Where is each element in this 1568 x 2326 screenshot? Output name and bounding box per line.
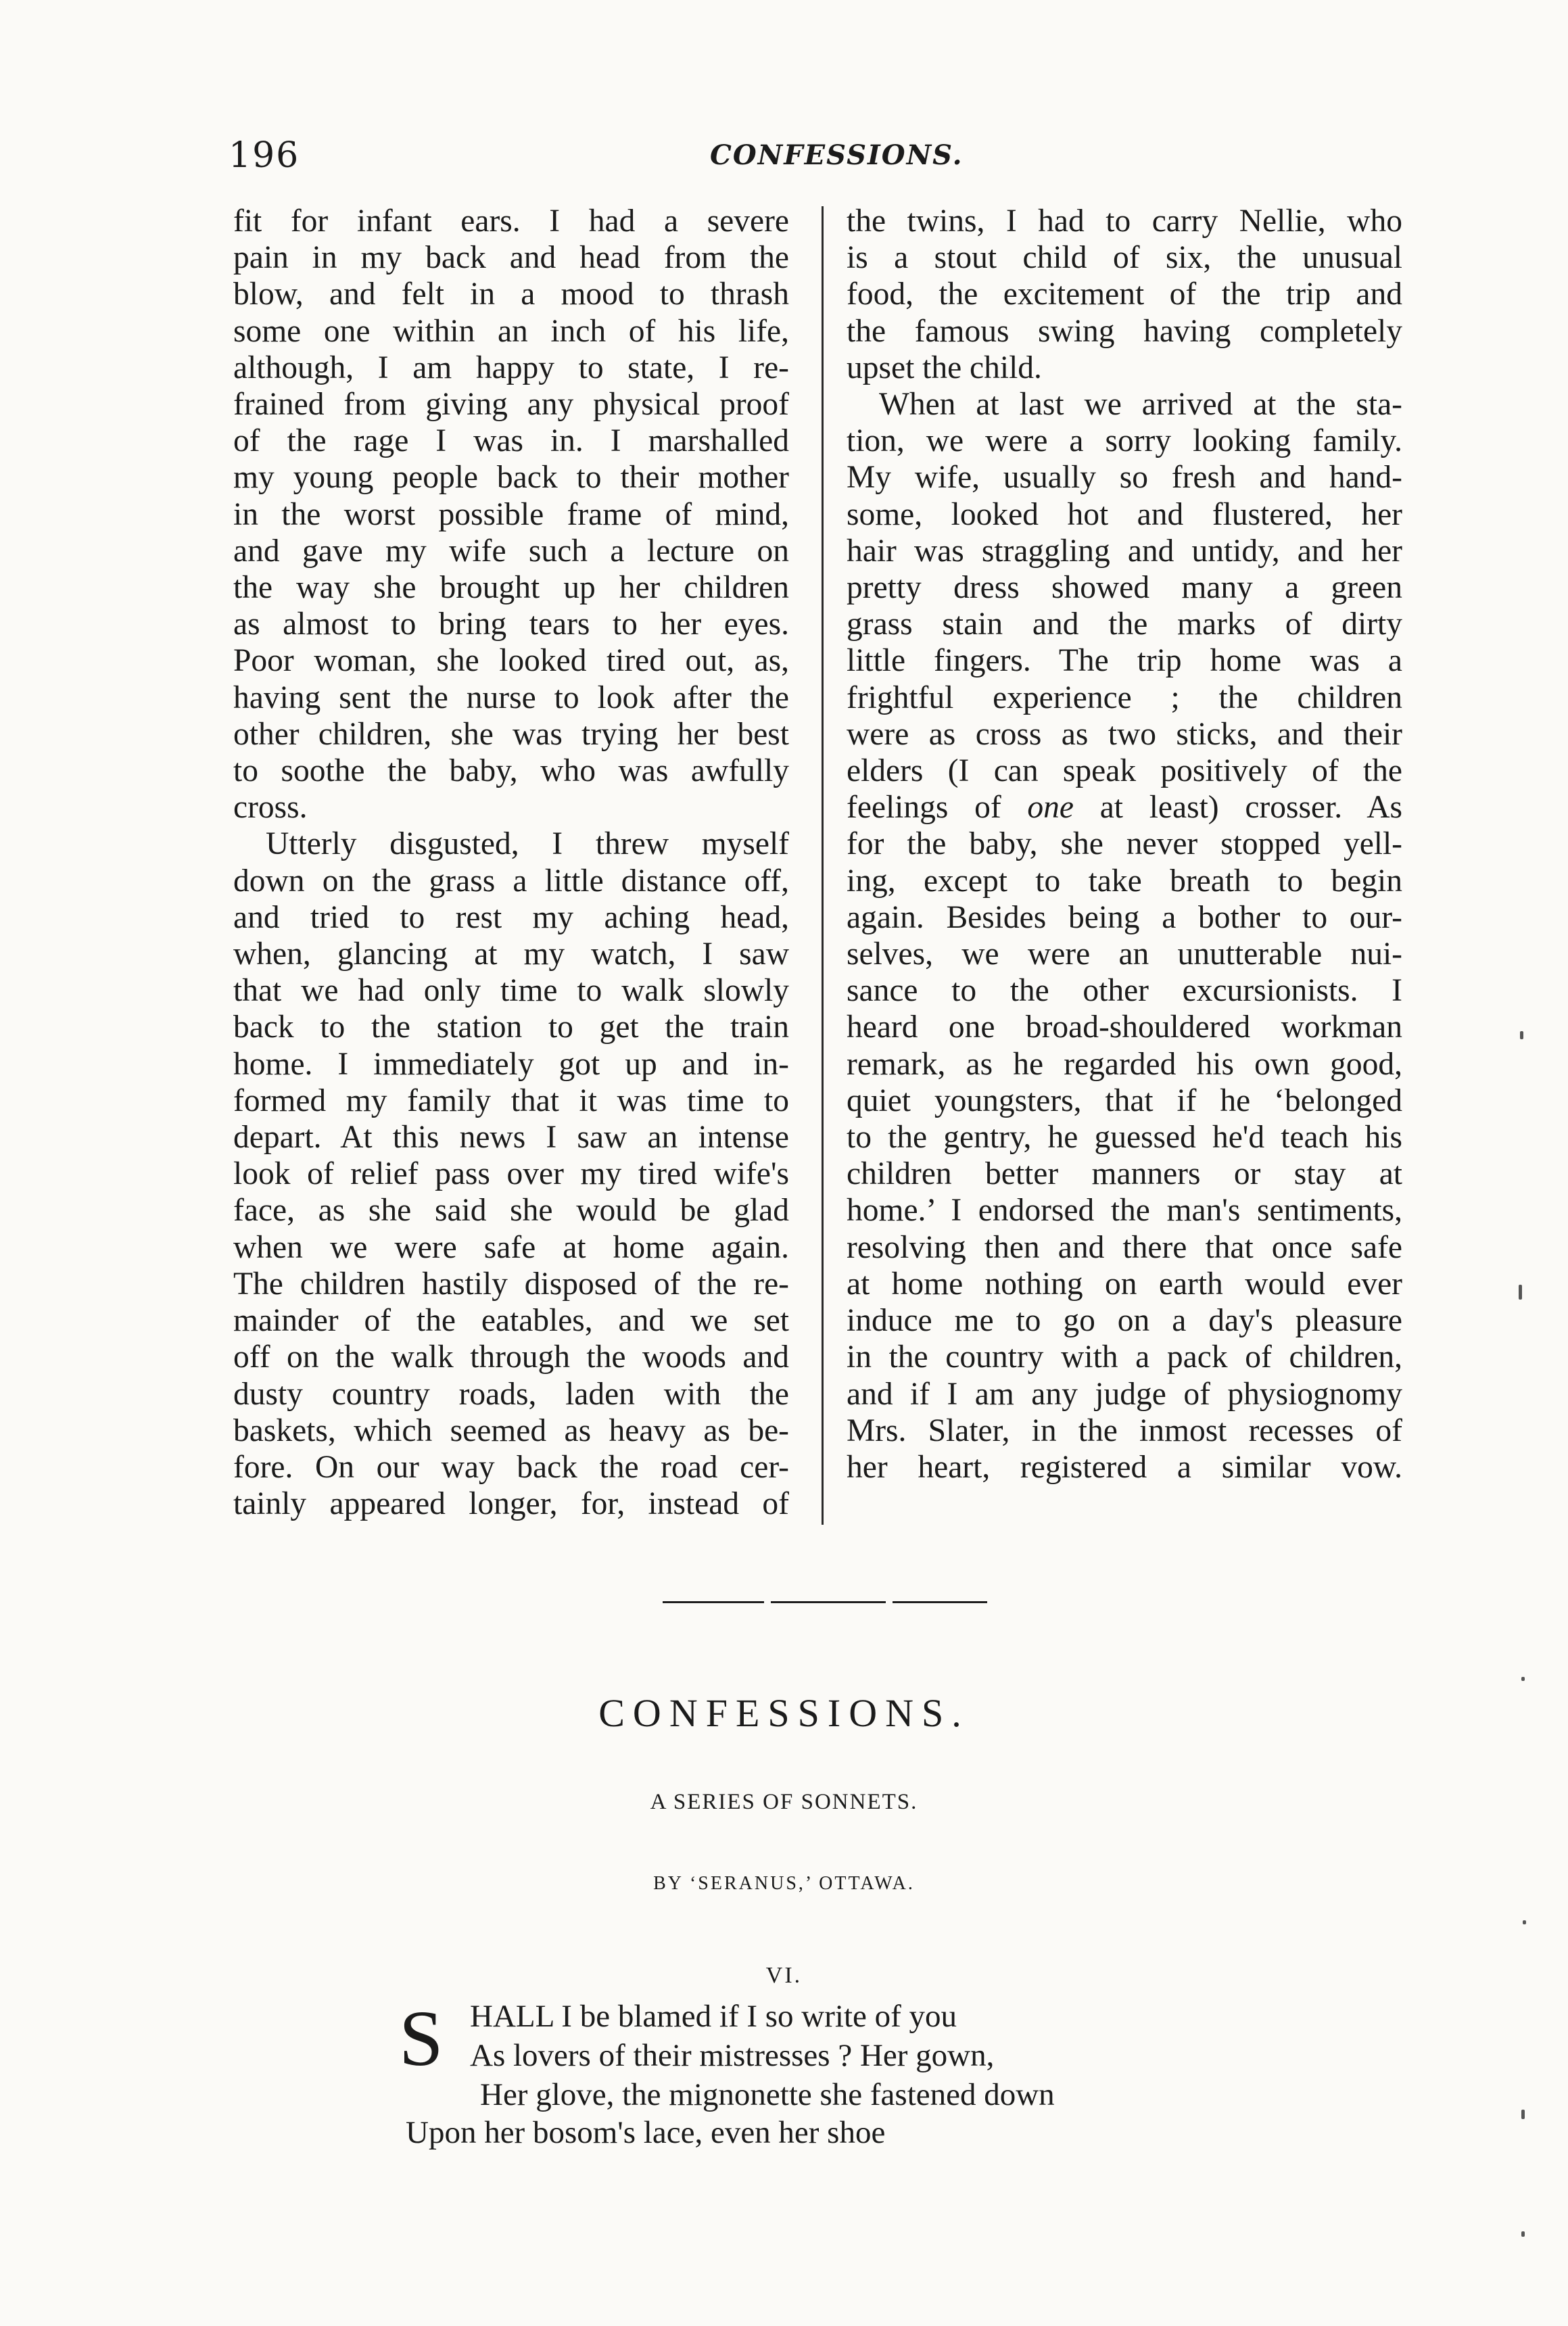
text-line: and if I am any judge of physiognomy (847, 1376, 1402, 1412)
text-line: to the gentry, he guessed he'd teach his (847, 1120, 1402, 1156)
text-line: elders (I can speak positively of the (847, 753, 1402, 789)
text-line: my young people back to their mother (233, 460, 789, 496)
text-line: off on the walk through the woods and (233, 1339, 789, 1375)
text-line: that we had only time to walk slowly (233, 973, 789, 1009)
text-line: tion, we were a sorry looking family. (847, 423, 1402, 459)
text-line: ing, except to take breath to begin (847, 863, 1402, 899)
text-line: as almost to bring tears to her eyes. (233, 607, 789, 642)
scan-speck (1519, 1285, 1522, 1300)
scan-speck (1521, 1677, 1525, 1681)
text-line: feelings of one at least) crosser. As (847, 790, 1402, 826)
scan-speck (1521, 2231, 1525, 2237)
text-line: and tried to rest my aching head, (233, 899, 789, 935)
text-line: depart. At this news I saw an intense (233, 1120, 789, 1156)
text-line: heard one broad-shouldered workman (847, 1010, 1402, 1045)
poem-subtitle: A SERIES OF SONNETS. (650, 1790, 918, 1814)
text-line: look of relief pass over my tired wife's (233, 1156, 789, 1192)
text-line: formed my family that it was time to (233, 1083, 789, 1118)
text-line: the twins, I had to carry Nellie, who (847, 204, 1402, 239)
text-line: tainly appeared longer, for, instead of (233, 1486, 789, 1522)
text-line: fore. On our way back the road cer- (233, 1449, 789, 1485)
drop-cap: S (399, 1994, 444, 2083)
text-line: of the rage I was in. I marshalled (233, 423, 789, 459)
section-divider (893, 1601, 987, 1603)
text-line: cross. (233, 790, 308, 826)
text-line: children better manners or stay at (847, 1156, 1402, 1192)
sonnet-line: As lovers of their mistresses ? Her gown, (470, 2038, 995, 2073)
text-line: again. Besides being a bother to our- (847, 899, 1402, 935)
left-column (233, 203, 789, 1522)
text-line: Mrs. Slater, in the inmost recesses of (847, 1413, 1402, 1448)
text-line: in the worst possible frame of mind, (233, 496, 789, 532)
text-line: frained from giving any physical proof (233, 387, 789, 423)
text-line: induce me to go on a day's pleasure (847, 1303, 1402, 1339)
text-line: little fingers. The trip home was a (847, 643, 1402, 679)
running-title: CONFESSIONS. (710, 139, 964, 171)
text-line: for the baby, she never stopped yell- (847, 826, 1402, 862)
text-line: When at last we arrived at the sta- (879, 387, 1402, 423)
scan-speck (1520, 1031, 1523, 1039)
text-line: baskets, which seemed as heavy as be- (233, 1413, 789, 1448)
text-line: were as cross as two sticks, and their (847, 716, 1402, 752)
text-line: food, the excitement of the trip and (847, 277, 1402, 312)
scan-speck (1521, 2110, 1525, 2119)
text-line: hair was straggling and untidy, and her (847, 533, 1402, 569)
text-line: Poor woman, she looked tired out, as, (233, 643, 789, 679)
text-line: although, I am happy to state, I re- (233, 350, 789, 385)
text-line: The children hastily disposed of the re- (233, 1266, 789, 1302)
sonnet-line: Upon her bosom's lace, even her shoe (406, 2115, 886, 2150)
right-column (847, 203, 1402, 1486)
text-line: pain in my back and head from the (233, 240, 789, 276)
poem-byline: BY ‘SERANUS,’ OTTAWA. (653, 1873, 915, 1894)
text-line: to soothe the baby, who was awfully (233, 753, 789, 789)
text-line: some, looked hot and flustered, her (847, 496, 1402, 532)
text-line: the famous swing having completely (847, 313, 1402, 349)
text-line: Utterly disgusted, I threw myself (266, 826, 789, 862)
text-line: when, glancing at my watch, I saw (233, 936, 789, 972)
text-line: pretty dress showed many a green (847, 570, 1402, 606)
page-number: 196 (229, 135, 300, 176)
text-line: down on the grass a little distance off, (233, 863, 789, 899)
column-rule (822, 206, 824, 1525)
text-line: My wife, usually so fresh and hand- (847, 460, 1402, 496)
text-line: when we were safe at home again. (233, 1229, 789, 1265)
text-line: back to the station to get the train (233, 1010, 789, 1045)
text-line: remark, as he regarded his own good, (847, 1046, 1402, 1082)
text-line: home. I immediately got up and in- (233, 1046, 789, 1082)
text-line: having sent the nurse to look after the (233, 680, 789, 715)
text-line: some one within an inch of his life, (233, 313, 789, 349)
text-line: mainder of the eatables, and we set (233, 1303, 789, 1339)
text-line: quiet youngsters, that if he ‘belonged (847, 1083, 1402, 1118)
section-divider (771, 1601, 886, 1603)
text-line: sance to the other excursionists. I (847, 973, 1402, 1009)
text-line: blow, and felt in a mood to thrash (233, 277, 789, 312)
text-line: home.’ I endorsed the man's sentiments, (847, 1193, 1402, 1229)
text-line: frightful experience ; the children (847, 680, 1402, 715)
sonnet-line: Her glove, the mignonette she fastened down (480, 2077, 1055, 2112)
section-divider (663, 1601, 764, 1603)
sonnet-line: HALL I be blamed if I so write of you (470, 1999, 957, 2034)
text-line: her heart, registered a similar vow. (847, 1449, 1402, 1485)
text-line: grass stain and the marks of dirty (847, 607, 1402, 642)
text-line: fit for infant ears. I had a severe (233, 204, 789, 239)
text-line: and gave my wife such a lecture on (233, 533, 789, 569)
text-line: resolving then and there that once safe (847, 1229, 1402, 1265)
text-line: face, as she said she would be glad (233, 1193, 789, 1229)
text-line: dusty country roads, laden with the (233, 1376, 789, 1412)
text-line: other children, she was trying her best (233, 716, 789, 752)
scan-speck (1523, 1920, 1526, 1924)
poem-title: CONFESSIONS. (598, 1691, 970, 1735)
text-line: is a stout child of six, the unusual (847, 240, 1402, 276)
text-line: the way she brought up her children (233, 570, 789, 606)
sonnet-numeral: VI. (765, 1963, 803, 1988)
text-line: upset the child. (847, 350, 1042, 385)
text-line: at home nothing on earth would ever (847, 1266, 1402, 1302)
text-line: in the country with a pack of children, (847, 1339, 1402, 1375)
text-line: selves, we were an unutterable nui- (847, 936, 1402, 972)
